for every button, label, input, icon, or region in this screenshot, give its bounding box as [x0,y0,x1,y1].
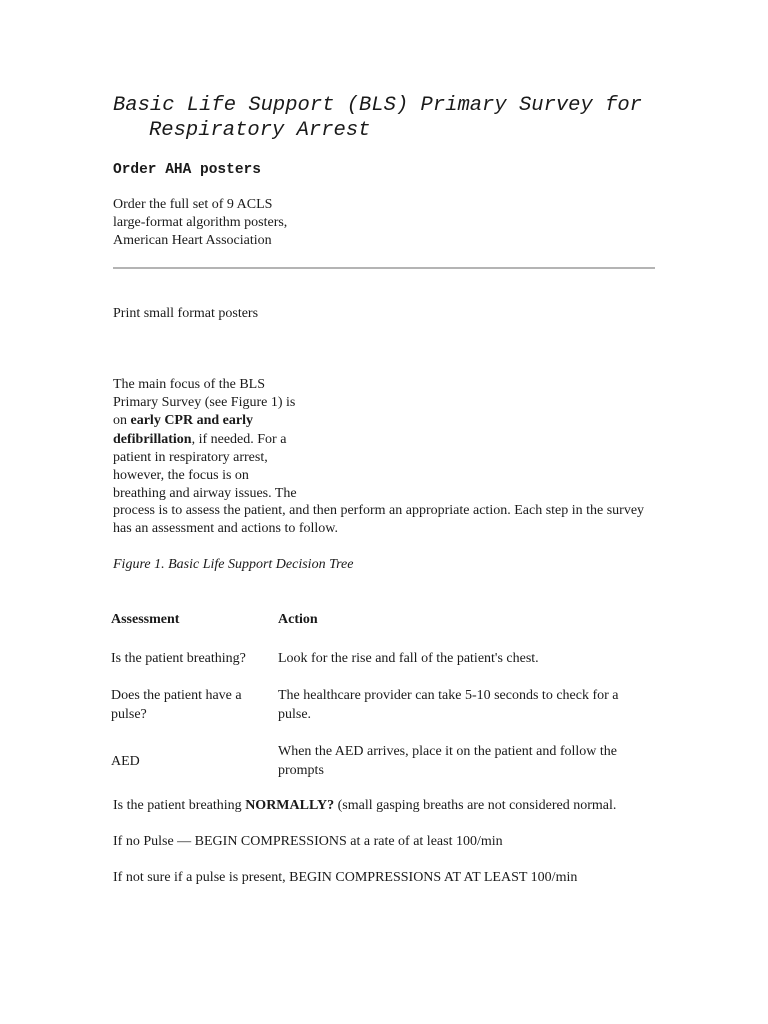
table-cell-assessment: Is the patient breathing? [111,651,246,666]
print-posters-text: Print small format posters [113,306,259,321]
table-header-assessment: Assessment [111,612,180,627]
table-cell-action: When the AED arrives, place it on the patient and follow the prompts [278,744,618,778]
table-cell-assessment: AED [111,754,140,769]
no-pulse-note: If no Pulse — BEGIN COMPRESSIONS at a rate of at least 100/min [113,834,503,849]
note-rest: (small gasping breaths are not considered normal. [334,798,617,813]
focus-line-6: however, the focus is on [113,468,249,484]
unsure-pulse-note: If not sure if a pulse is present, BEGIN COMPRESSIONS AT AT LEAST 100/min [113,870,578,885]
focus-paragraph-start [113,376,323,503]
table-header-action: Action [278,612,318,627]
figure-caption: Figure 1. Basic Life Support Decision Tree [113,557,354,572]
focus-line-5: patient in respiratory arrest, [113,449,268,465]
order-posters-heading: Order AHA posters [113,162,261,178]
focus-line-2: Primary Survey (see Figure 1) is [113,395,296,411]
table-cell-action: The healthcare provider can take 5-10 seconds to check for a pulse. [278,688,619,722]
focus-line-7: breathing and airway issues. The [113,486,297,502]
normally-emphasis: NORMALLY? [245,798,335,813]
breathing-normally-note [113,797,616,815]
order-line-3: American Heart Association [113,233,272,249]
order-line-1: Order the full set of 9 ACLS [113,197,273,212]
focus-line-3-prefix: on [113,413,131,429]
page-title: Basic Life Support (BLS) Primary Survey for Respiratory Arrest [113,94,642,142]
focus-line-4-rest: , if needed. For a [191,431,287,447]
focus-line-1: The main focus of the BLS [113,377,266,392]
note-prefix: Is the patient breathing [113,798,246,813]
table-cell-assessment: Does the patient have a pulse? [111,688,242,722]
focus-line-3 [113,412,323,430]
order-posters-text [113,196,373,251]
table-cell-action: Look for the rise and fall of the patient's chest. [278,651,539,666]
order-line-2: large-format algorithm posters, [113,215,288,231]
focus-paragraph-end: process is to assess the patient, and then perform an appropriate action. Each step in the survey has an assessment and actions to follow. [113,503,645,537]
focus-line-4 [113,431,323,449]
defibrillation-emphasis: defibrillation [113,431,192,447]
horizontal-divider [113,267,655,269]
early-cpr-emphasis: early CPR and early [130,413,253,429]
